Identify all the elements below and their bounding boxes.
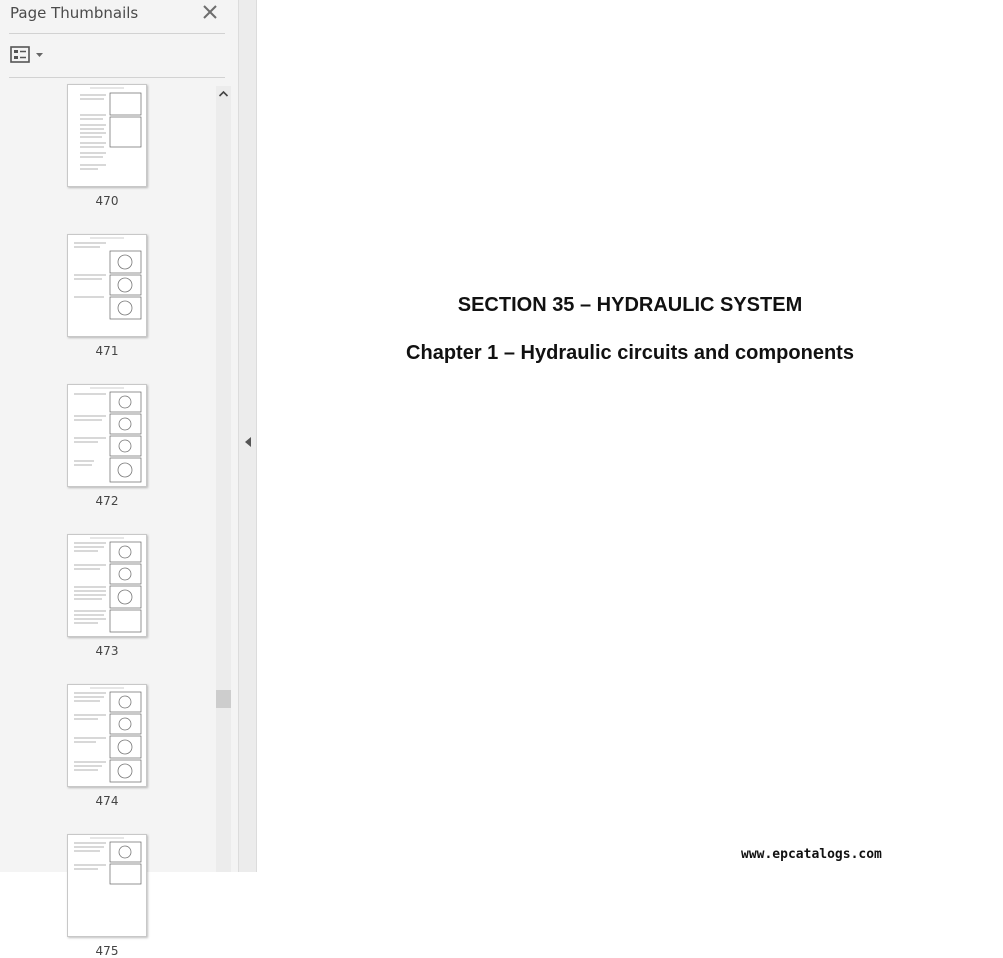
thumbnail-page-472[interactable] — [67, 384, 147, 487]
panel-header — [0, 0, 238, 34]
page-thumbnails-panel — [0, 0, 238, 958]
section-title: SECTION 35 – HYDRAULIC SYSTEM — [457, 294, 803, 316]
thumbnail-preview — [68, 535, 146, 636]
chevron-up-icon — [216, 86, 231, 102]
thumbnail-page-473[interactable] — [67, 534, 147, 637]
thumbnail-page-470[interactable] — [67, 84, 147, 187]
thumbnail-label: 475 — [95, 944, 119, 958]
thumbnail-page-475[interactable] — [67, 834, 147, 937]
close-icon — [199, 1, 221, 23]
panel-title: Page Thumbnails — [10, 4, 139, 22]
thumbnail-page-471[interactable] — [67, 234, 147, 337]
chapter-title: Chapter 1 – Hydraulic circuits and components — [406, 342, 854, 364]
collapse-panel-button[interactable] — [244, 435, 252, 447]
thumbnail-label: 471 — [95, 344, 119, 358]
thumbnail-label: 473 — [95, 644, 119, 658]
thumbnail-options-button[interactable] — [10, 45, 46, 65]
thumbnail-list — [0, 78, 214, 958]
scroll-up-button[interactable] — [216, 86, 231, 102]
footer-url: www.epcatalogs.com — [741, 847, 882, 862]
thumbnail-preview — [68, 235, 146, 336]
thumbnail-label: 470 — [95, 194, 119, 208]
triangle-left-icon — [244, 436, 252, 448]
header-divider — [9, 33, 225, 34]
thumbnail-scrollbar[interactable] — [216, 86, 231, 872]
thumbnail-options-icon — [10, 45, 46, 65]
thumbnail-preview — [68, 685, 146, 786]
document-page — [257, 0, 954, 872]
thumbnail-page-474[interactable] — [67, 684, 147, 787]
thumbnail-preview — [68, 835, 146, 936]
scrollbar-thumb[interactable] — [216, 690, 231, 708]
thumbnail-label: 472 — [95, 494, 119, 508]
thumbnail-preview — [68, 385, 146, 486]
thumbnail-label: 474 — [95, 794, 119, 808]
close-panel-button[interactable] — [199, 1, 221, 23]
thumbnail-preview — [68, 85, 146, 186]
